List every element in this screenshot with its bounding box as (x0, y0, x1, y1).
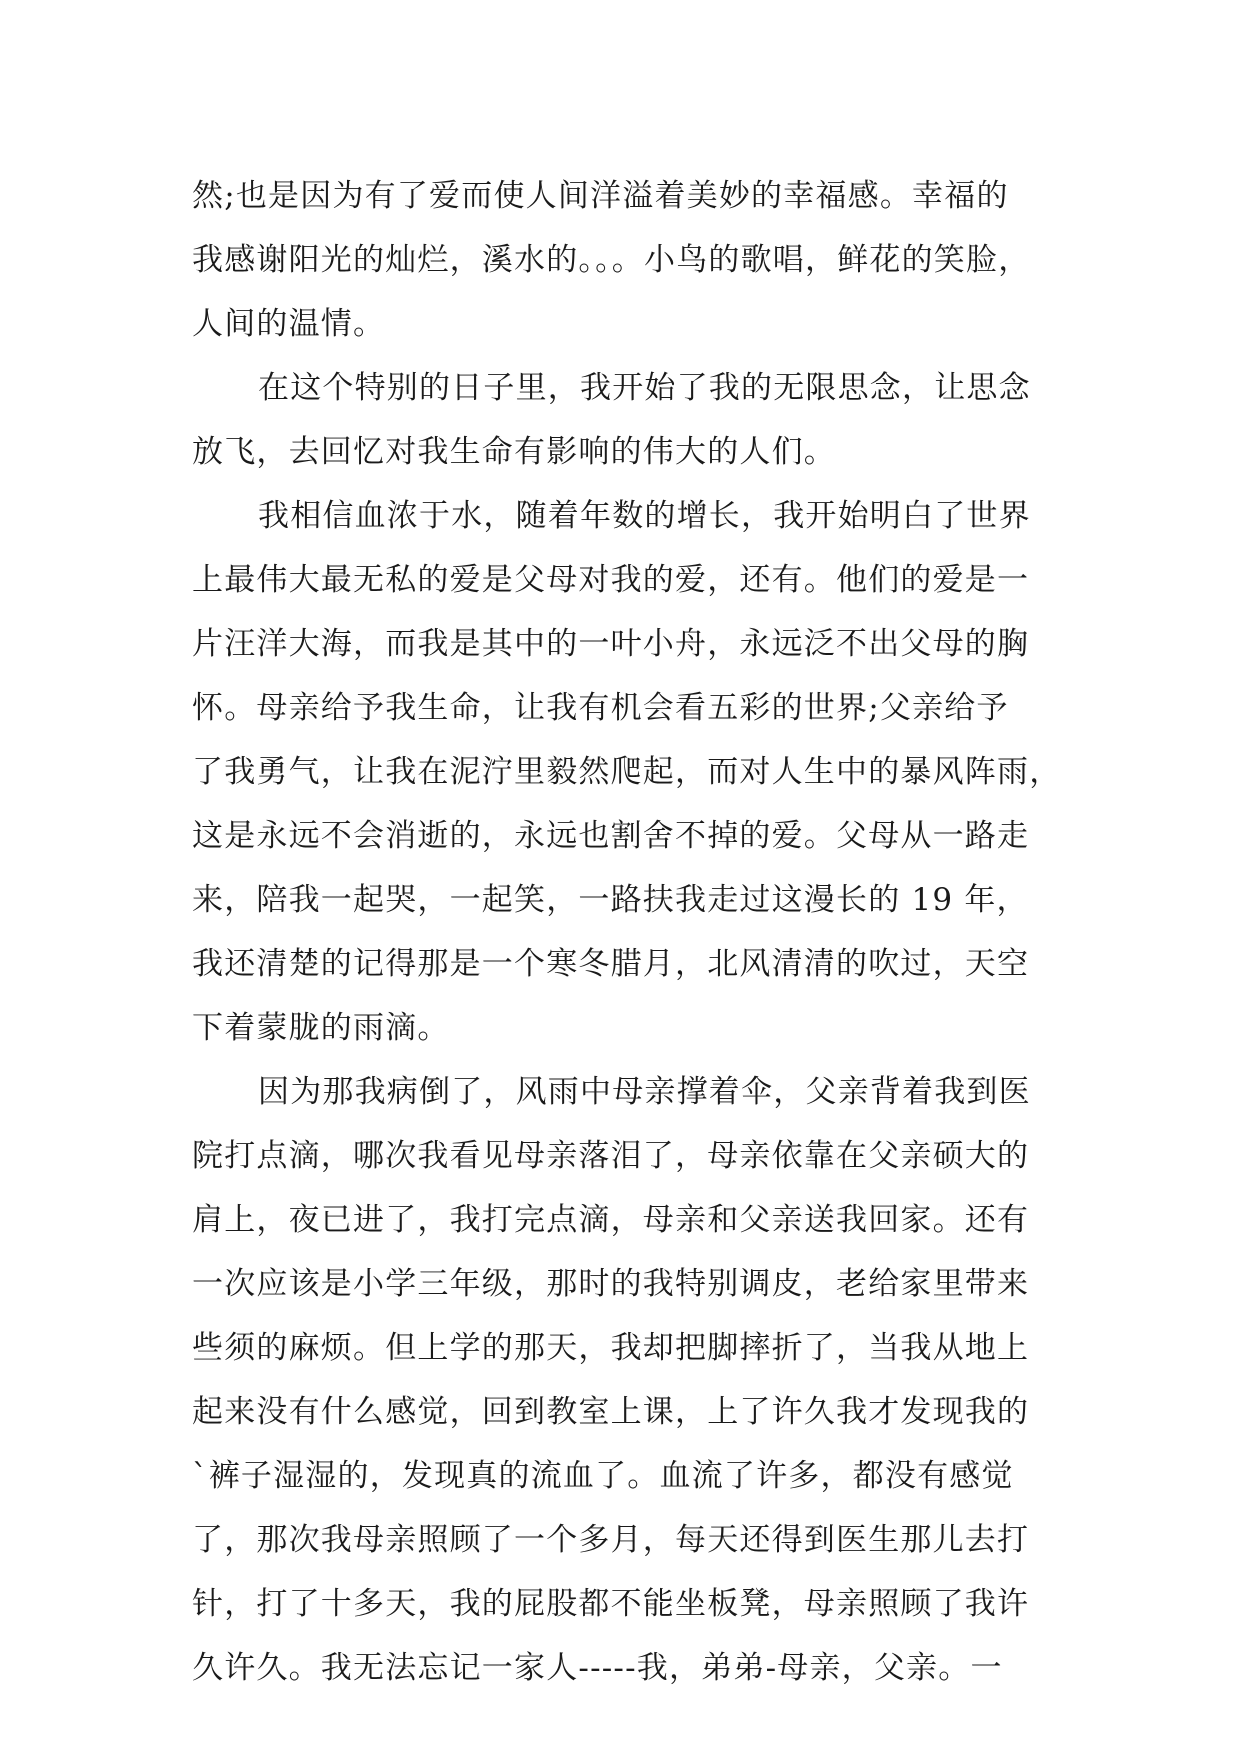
text-line: 些须的麻烦。但上学的那天，我却把脚摔折了，当我从地上 (192, 1330, 1030, 1366)
paragraph-first-line: 在这个特别的日子里，我开始了我的无限思念，让思念 (258, 370, 1031, 406)
paragraph-first-line: 我相信血浓于水，随着年数的增长，我开始明白了世界 (258, 498, 1031, 534)
text-line: 放飞，去回忆对我生命有影响的伟大的人们。 (192, 434, 836, 470)
text-line: 来，陪我一起哭，一起笑，一路扶我走过这漫长的 19 年， (192, 882, 1029, 918)
text-line: 然;也是因为有了爱而使人间洋溢着美妙的幸福感。幸福的 (192, 178, 1009, 214)
text-line: 上最伟大最无私的爱是父母对我的爱，还有。他们的爱是一 (192, 562, 1030, 598)
text-line: 怀。母亲给予我生命，让我有机会看五彩的世界;父亲给予 (192, 690, 1009, 726)
body-text (192, 164, 1072, 1700)
text-line: 一次应该是小学三年级，那时的我特别调皮，老给家里带来 (192, 1266, 1030, 1302)
text-line: 起来没有什么感觉，回到教室上课，上了许久我才发现我的 (192, 1394, 1030, 1430)
text-line: 了，那次我母亲照顾了一个多月，每天还得到医生那儿去打 (192, 1522, 1030, 1558)
text-line: 我感谢阳光的灿烂，溪水的。。。小鸟的歌唱，鲜花的笑脸， (192, 242, 1031, 278)
text-line: 了我勇气，让我在泥泞里毅然爬起，而对人生中的暴风阵雨， (192, 754, 1062, 790)
text-line: 肩上，夜已进了，我打完点滴，母亲和父亲送我回家。还有 (192, 1202, 1030, 1238)
text-line: 片汪洋大海，而我是其中的一叶小舟，永远泛不出父母的胸 (192, 626, 1030, 662)
text-line: 人间的温情。 (192, 306, 386, 342)
text-line: 针，打了十多天，我的屁股都不能坐板凳，母亲照顾了我许 (192, 1586, 1030, 1622)
text-line: 下着蒙胧的雨滴。 (192, 1010, 450, 1046)
text-line: `裤子湿湿的，发现真的流血了。血流了许多，都没有感觉 (192, 1458, 1014, 1494)
text-line: 这是永远不会消逝的，永远也割舍不掉的爱。父母从一路走 (192, 818, 1030, 854)
paragraph-first-line: 因为那我病倒了，风雨中母亲撑着伞，父亲背着我到医 (258, 1074, 1031, 1110)
text-line: 我还清楚的记得那是一个寒冬腊月，北风清清的吹过，天空 (192, 946, 1030, 982)
text-line: 院打点滴，哪次我看见母亲落泪了，母亲依靠在父亲硕大的 (192, 1138, 1030, 1174)
text-line: 久许久。我无法忘记一家人-----我，弟弟-母亲，父亲。一 (192, 1650, 1003, 1686)
